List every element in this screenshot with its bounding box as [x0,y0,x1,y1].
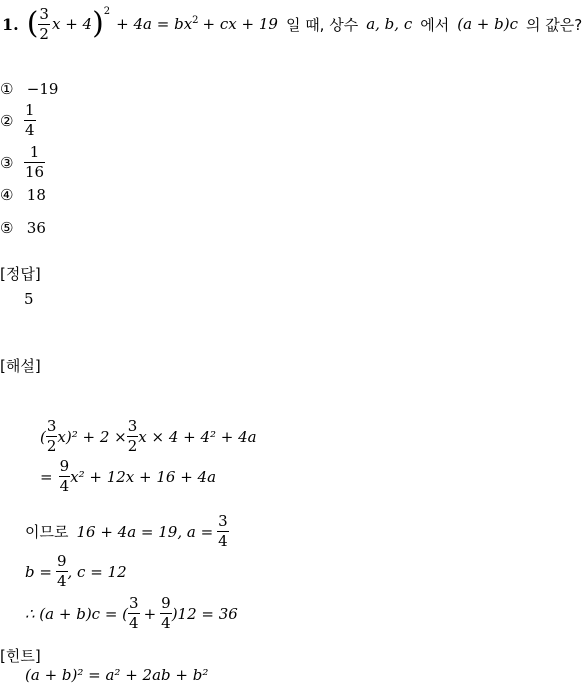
choice-3[interactable] [0,145,45,180]
question-korean3: 의 값은? [525,15,582,34]
explanation-line-4: b = $\frac{9}{4}$ , c = 12 [25,552,127,590]
choice-4[interactable] [0,186,46,204]
fraction: $\frac{9}{4}$ [56,552,67,590]
choice-mark: ① [0,80,14,98]
fraction: $\frac{3}{4}$ [218,512,228,550]
question-sq: 2 [192,14,199,26]
choice-text: 18 [26,186,46,204]
fraction: $\frac{9}{4}$ [59,457,70,495]
fraction: $\frac{3}{4}$ [129,594,139,632]
explanation-line-3: 이므로 16 + 4a = 19, a = $\frac{3}{4}$ [25,512,228,550]
choice-fraction: $\frac{1}{4}$ [25,101,35,139]
choice-mark: ④ [0,186,14,204]
choice-5[interactable] [0,219,46,237]
close-paren: ) [92,6,104,41]
choice-mark: ⑤ [0,219,14,237]
explanation-line-2: = $\frac{9}{4}$ x² + 12x + 16 + 4a [40,457,217,495]
choice-text: −19 [26,80,59,98]
question-expr: (a + b)c [457,15,518,33]
hint-formula: (a + b)² = a² + 2ab + b² [25,666,209,684]
explanation-line-1: ( $\frac{3}{2}$ x)² + 2 × $\frac{3}{2}$ x × 4 + 4² + 4a [40,417,257,455]
question-fraction: $\frac{3}{2}$ [39,4,49,43]
question [2,4,582,44]
choice-2[interactable] [0,103,36,138]
question-exponent: 2 [103,6,111,17]
hint-label: [힌트] [0,647,41,665]
question-term: x + 4 [51,15,93,33]
fraction: $\frac{3}{2}$ [46,417,57,455]
answer-label: [정답] [0,265,41,283]
open-paren: ( [26,6,39,41]
choice-1[interactable] [0,80,58,98]
question-rest: + cx + 19 [202,15,278,33]
fraction: $\frac{3}{2}$ [127,417,138,455]
question-vars: a, b, c [366,15,413,33]
fraction: $\frac{9}{4}$ [161,594,171,632]
choice-text: 36 [26,219,46,237]
question-number: 1. [2,14,19,34]
question-korean2: 에서 [420,15,450,34]
question-korean: 일 때, 상수 [285,15,359,34]
explanation-line-5: ∴ (a + b)c = ( $\frac{3}{4}$ + $\frac{9}{4}$ )12 = 36 [25,594,238,632]
choice-mark: ③ [0,153,14,172]
question-eq: + 4a = bx [116,15,193,33]
choice-mark: ② [0,111,14,130]
answer-value: 5 [24,290,34,308]
explanation-label: [해설] [0,357,41,375]
choice-fraction: $\frac{1}{16}$ [25,143,45,181]
